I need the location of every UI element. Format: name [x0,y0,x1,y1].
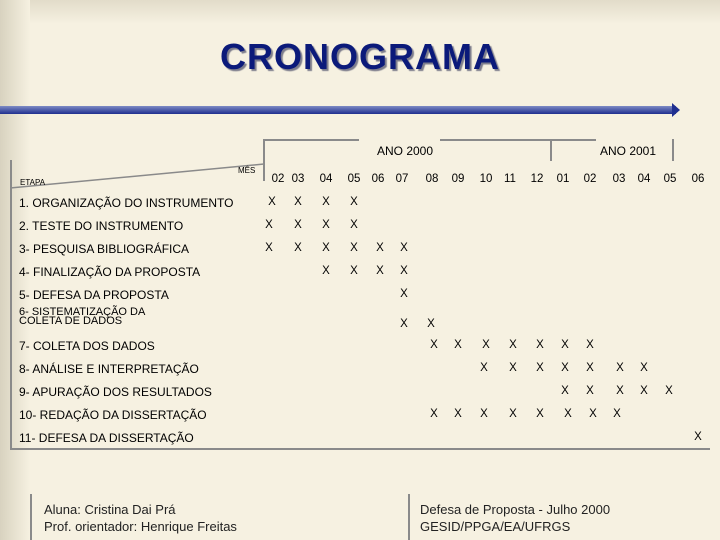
schedule-mark: X [536,362,544,374]
month-header-cell: 06 [691,173,705,185]
schedule-mark: X [376,265,384,277]
schedule-mark: X [561,385,569,397]
month-header-cell: 05 [663,173,677,185]
schedule-mark: X [586,339,594,351]
schedule-mark: X [480,362,488,374]
schedule-mark: X [350,219,358,231]
schedule-mark: X [536,339,544,351]
schedule-mark: X [294,242,302,254]
stage-label: 3- PESQUISA BIBLIOGRÁFICA [19,242,190,256]
schedule-mark: X [616,385,624,397]
schedule-mark: X [350,242,358,254]
month-header-cell: 03 [612,173,626,185]
schedule-mark: X [589,408,597,420]
schedule-mark: X [430,339,438,351]
month-header-cell: 03 [291,173,305,185]
schedule-mark: X [268,196,276,208]
month-header-cell: 09 [451,173,465,185]
stage-label: 11- DEFESA DA DISSERTAÇÃO [19,431,194,445]
title-divider [0,106,676,114]
stage-axis-label: ETAPA [20,178,46,187]
footer-event: Defesa de Proposta - Julho 2000 [420,502,611,517]
stage-label: 6- SISTEMATIZAÇÃO DA [19,306,146,318]
footer-student: Aluna: Cristina Dai Prá [44,502,176,517]
stage-label: 8- ANÁLISE E INTERPRETAÇÃO [19,362,199,376]
month-header-cell: 05 [347,173,361,185]
year-divider-vline [550,139,552,161]
footer-divider-right [408,494,410,540]
schedule-mark: X [322,242,330,254]
schedule-mark: X [564,408,572,420]
month-header-cell: 12 [530,173,544,185]
schedule-mark: X [694,431,702,443]
footer-advisor: Prof. orientador: Henrique Freitas [44,519,237,534]
month-header-cell: 07 [395,173,409,185]
schedule-mark: X [350,196,358,208]
schedule-mark: X [265,242,273,254]
etapa-mes-diagonal [10,160,266,192]
footer-divider-left [30,494,32,540]
month-header-cell: 04 [637,173,651,185]
schedule-mark: X [430,408,438,420]
schedule-mark: X [400,265,408,277]
schedule-mark: X [482,339,490,351]
schedule-mark: X [561,339,569,351]
year-2000-hline-left [263,139,359,141]
month-header-cell: 02 [583,173,597,185]
schedule-mark: X [400,242,408,254]
schedule-mark: X [294,219,302,231]
schedule-mark: X [665,385,673,397]
month-header-cell: 06 [371,173,385,185]
year-2001-label: ANO 2001 [600,144,657,158]
stage-label: 5- DEFESA DA PROPOSTA [19,288,169,302]
stage-label: 2. TESTE DO INSTRUMENTO [19,219,184,233]
schedule-mark: X [376,242,384,254]
schedule-mark: X [400,318,408,330]
stage-label: 7- COLETA DOS DADOS [19,339,155,353]
title-divider-tip [672,103,680,117]
footer-institution: GESID/PPGA/EA/UFRGS [420,519,571,534]
schedule-mark: X [586,385,594,397]
schedule-mark: X [294,196,302,208]
month-header-cell: 08 [425,173,439,185]
schedule-mark: X [536,408,544,420]
month-header-cell: 02 [271,173,285,185]
schedule-mark: X [427,318,435,330]
month-header-cell: 10 [479,173,493,185]
year-2001-right-vline [672,139,674,161]
schedule-mark: X [613,408,621,420]
year-2000-label: ANO 2000 [377,144,434,158]
schedule-mark: X [509,362,517,374]
stage-label: 1. ORGANIZAÇÃO DO INSTRUMENTO [19,196,234,210]
schedule-mark: X [480,408,488,420]
background-top-shade [0,0,720,24]
month-header-cell: 01 [556,173,570,185]
schedule-mark: X [454,408,462,420]
stage-label-continuation: COLETA DE DADOS [19,315,123,327]
schedule-mark: X [509,408,517,420]
schedule-mark: X [322,219,330,231]
schedule-mark: X [640,362,648,374]
schedule-mark: X [350,265,358,277]
table-left-line [10,160,12,450]
year-2000-hline-right [440,139,550,141]
stage-label: 10- REDAÇÃO DA DISSERTAÇÃO [19,408,207,422]
table-bottom-line [10,448,710,450]
schedule-mark: X [586,362,594,374]
month-header-cell: 11 [504,173,516,185]
stage-label: 9- APURAÇÃO DOS RESULTADOS [19,385,212,399]
schedule-mark: X [561,362,569,374]
schedule-mark: X [322,196,330,208]
year-2001-hline-left [552,139,596,141]
schedule-mark: X [454,339,462,351]
schedule-mark: X [509,339,517,351]
page-title: CRONOGRAMA [220,36,500,77]
schedule-mark: X [322,265,330,277]
month-axis-label: MÊS [238,166,256,175]
stage-label: 4- FINALIZAÇÃO DA PROPOSTA [19,265,201,279]
schedule-mark: X [616,362,624,374]
month-header-cell: 04 [319,173,333,185]
schedule-mark: X [265,219,273,231]
schedule-mark: X [400,288,408,300]
schedule-mark: X [640,385,648,397]
